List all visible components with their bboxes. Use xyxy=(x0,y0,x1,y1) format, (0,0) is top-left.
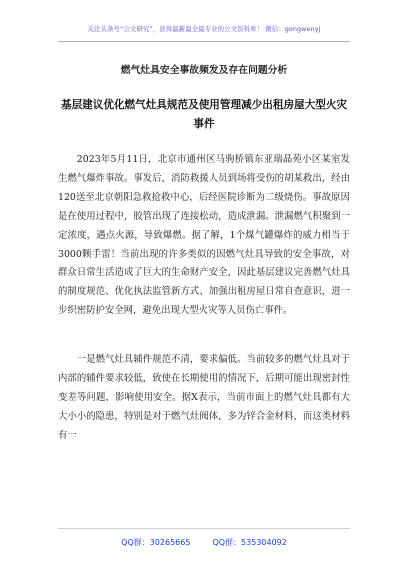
body-paragraph-1: 2023年5月11日，北京市通州区马驹桥镇东亚瑞晶苑小区某室发生燃气爆炸事故。事发后，消防救援人员到场将受伤的胡某救出，经由120送至北京朝阳急救抢救中心，后经医院诊断为二级烧伤。事故原因是在使用过程中，胶管出现了连接松动，造成泄漏。泄漏燃气积聚到一定浓度，遇点火源，导致爆燃。据了解，1个煤气罐爆炸的威力相当于3000颗手雷！当前出现的许多类似的因燃气灶具导致的安全事故，对群众日常生活造成了巨大的生命财产安全，因此基层建议完善燃气灶具的制度规范、优化执法监管新方式、加强出租房屋日常自查意识，进一步织密防护安全网，避免出现大型火灾等人员伤亡事件。 xyxy=(58,154,350,317)
footer-divider xyxy=(58,528,350,529)
header-divider xyxy=(58,41,350,42)
document-headline: 基层建议优化燃气灶具规范及使用管理减少出租房屋大型火灾事件 xyxy=(60,99,348,130)
footer-qq-group-1: QQ群：30265665 xyxy=(121,538,191,547)
body-paragraph-2: 一是燃气灶具辅件规范不清，要求偏低。当前较多的燃气灶具对于内部的辅件要求较低，致使在长期使用的情况下，后期可能出现密封性变差等问题，影响使用安全。据X表示，当前市面上的燃气灶具都有大大小小的隐患，特别是对于燃气灶阀体，多为锌合金材料，而这类材料有一 xyxy=(58,354,350,441)
document-title: 燃气灶具安全事故频发及存在问题分析 xyxy=(120,65,288,76)
footer-qq-group-2: QQ群：535304092 xyxy=(212,538,287,547)
footer xyxy=(0,537,408,548)
header-banner: 关注头条号“公文研究”，获得最新最全最专业的公文资料库！ 微信：gongwenyj xyxy=(87,25,321,33)
